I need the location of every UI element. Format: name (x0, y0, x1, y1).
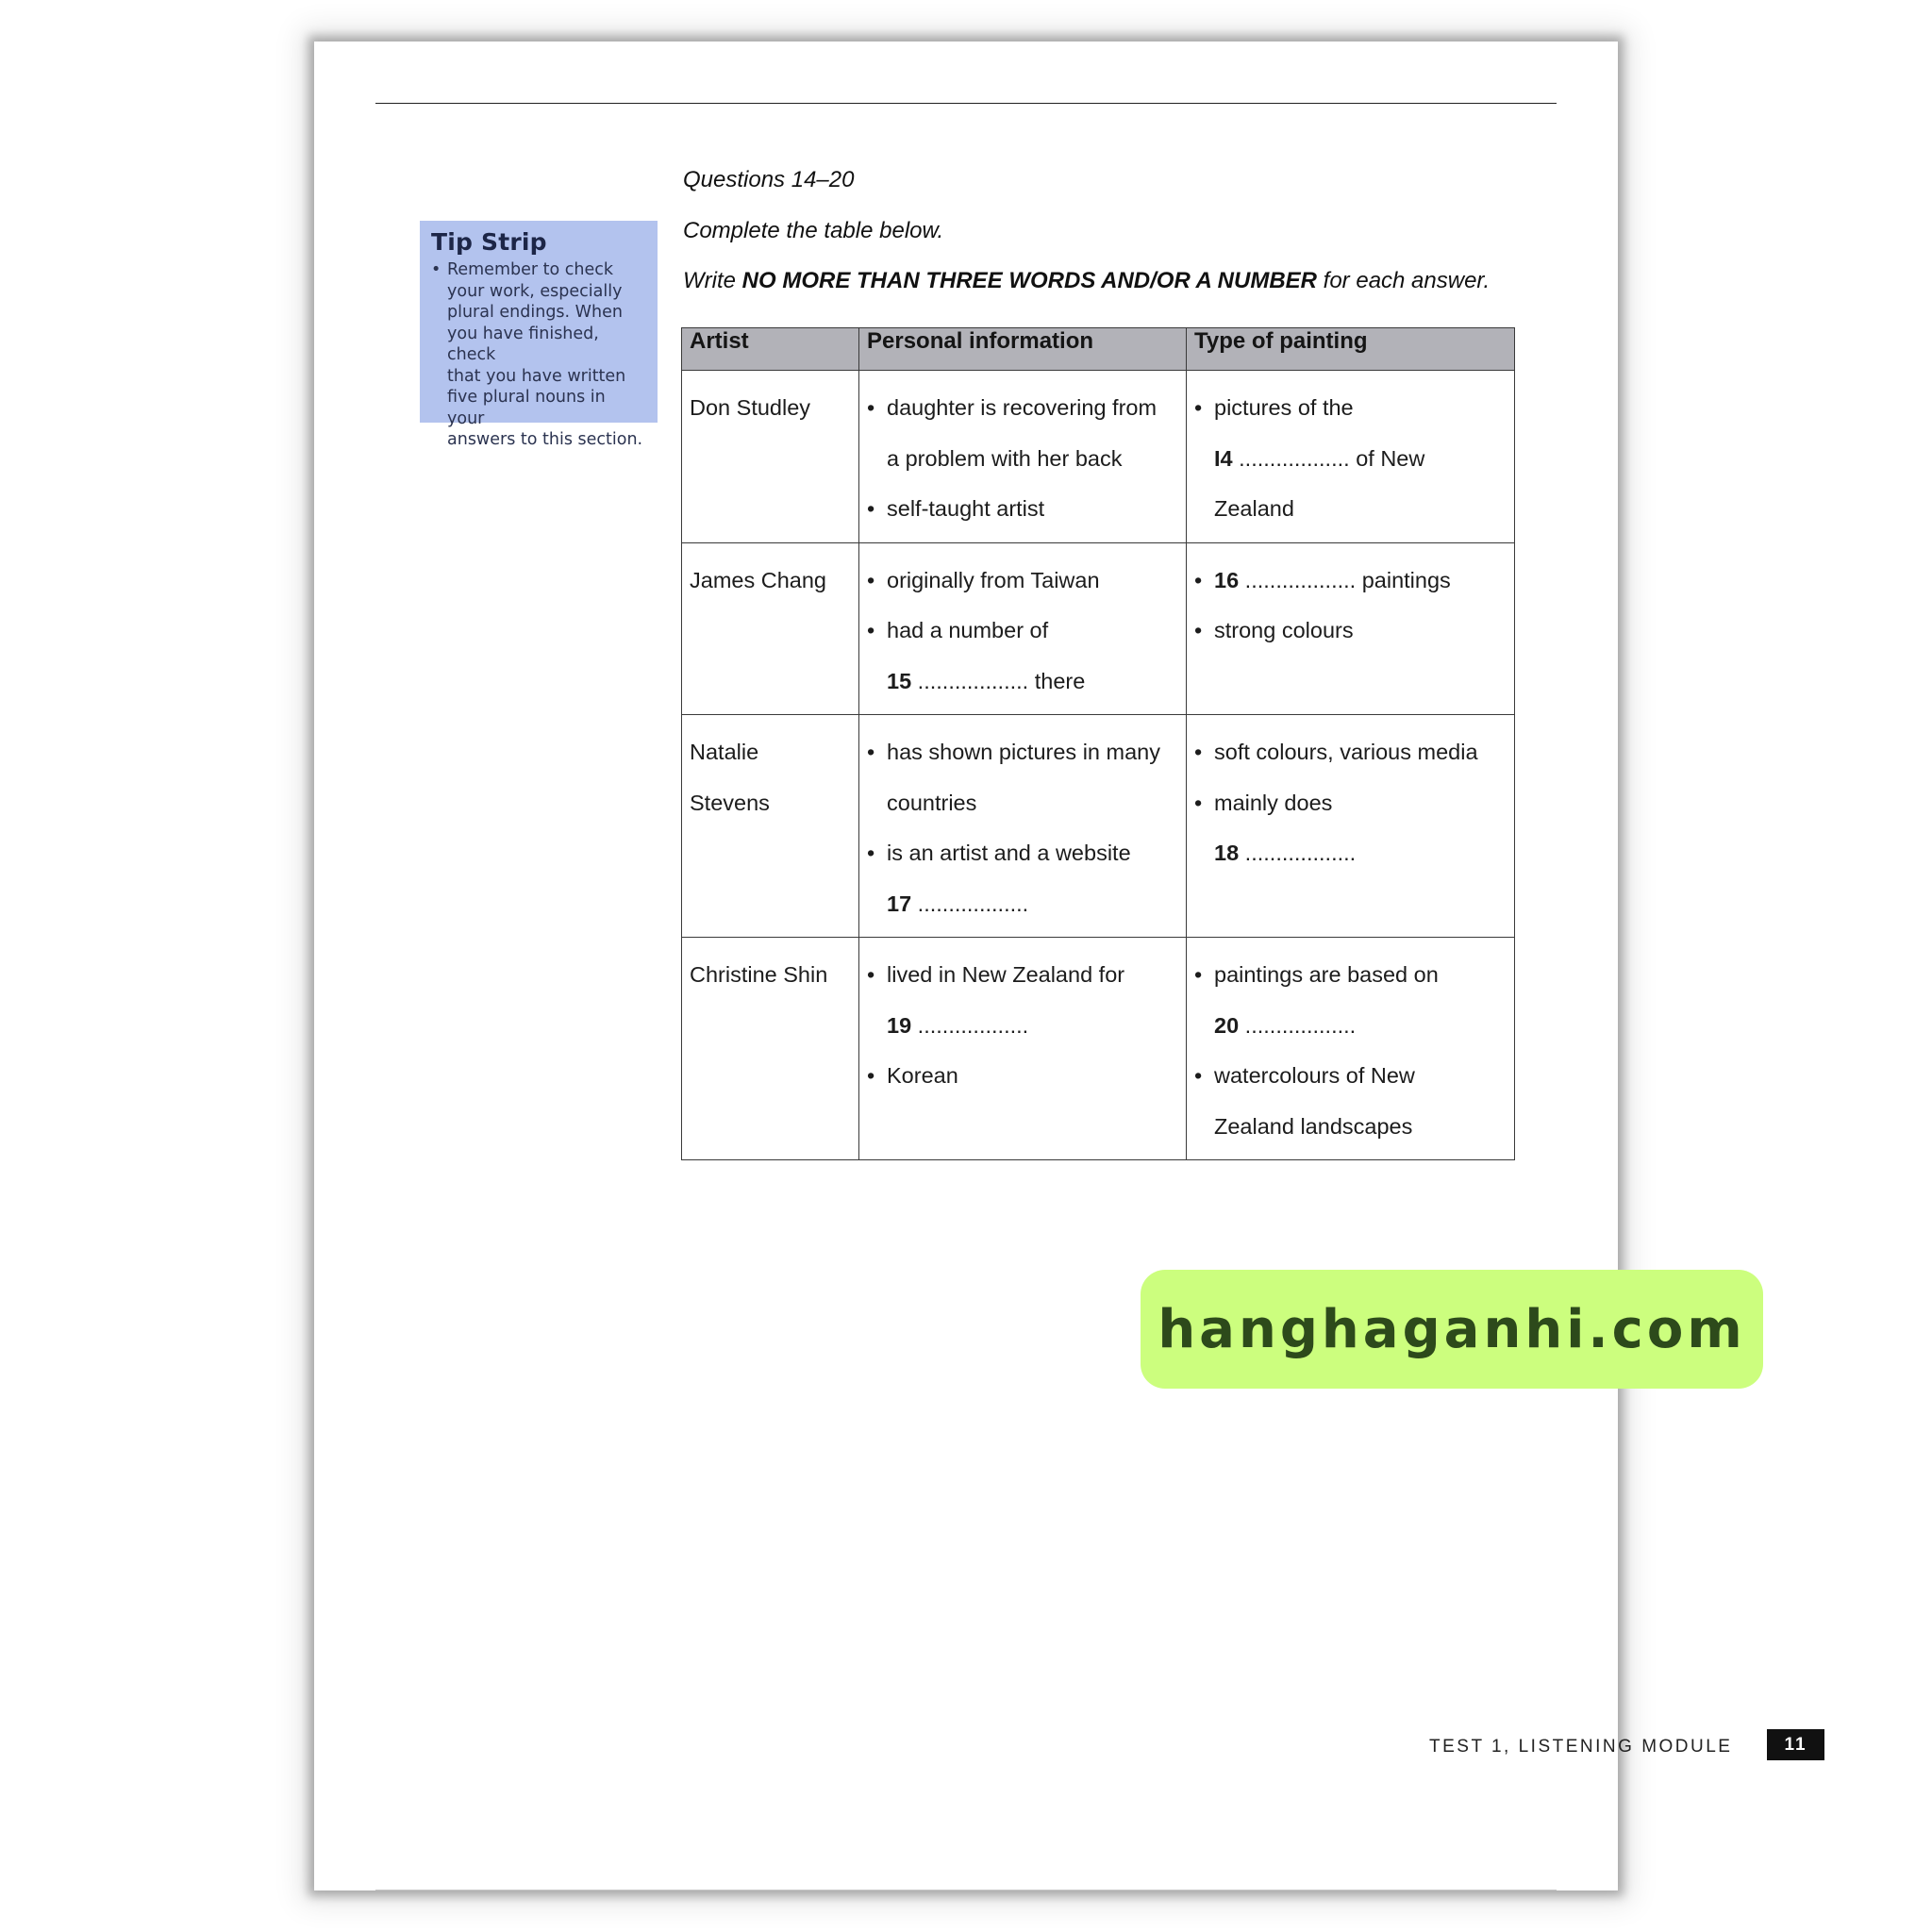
artist-name-line: Christine Shin (690, 962, 828, 987)
bullet-dot: • (1194, 1063, 1203, 1088)
bullet-line (887, 383, 1157, 434)
personal-info-cell (859, 371, 1187, 543)
question-number: 17 (887, 891, 912, 916)
tip-text (447, 259, 646, 451)
bullet-text (887, 556, 1100, 607)
personal-info-cell (859, 938, 1187, 1160)
bullet-dot: • (1194, 618, 1203, 642)
bullet-text (1214, 727, 1478, 778)
bullet-line (887, 606, 1085, 657)
bullet-line-text: had a number of (887, 618, 1049, 642)
bullet-item (1194, 606, 1507, 657)
table-header-row (682, 328, 1515, 371)
bullet-line-text: soft colours, various media (1214, 740, 1478, 764)
bullet-line (1214, 727, 1478, 778)
tip-line: five plural nouns in your (447, 388, 606, 428)
top-divider (375, 103, 1557, 104)
instruction-bold: NO MORE THAN THREE WORDS AND/OR A NUMBER (741, 268, 1317, 293)
bullet-text (887, 828, 1131, 929)
bullet-line-text: self-taught artist (887, 496, 1045, 521)
tip-line: Remember to check (447, 260, 613, 279)
painting-type-cell (1187, 542, 1515, 715)
bullet-line-text: originally from Taiwan (887, 567, 1100, 592)
tip-bullet: • (431, 260, 441, 279)
bullet-dot: • (867, 395, 875, 420)
bullet-text (887, 383, 1157, 484)
bullet-item (867, 556, 1178, 607)
watermark-badge: hanghaganhi.com (1141, 1270, 1763, 1389)
bullet-line (887, 727, 1160, 778)
bullet-item (1194, 1051, 1507, 1152)
instruction-pre: Write (683, 268, 742, 293)
bullet-item (867, 606, 1178, 707)
bullet-line-text: paintings are based on (1214, 962, 1439, 987)
bullet-text (887, 606, 1085, 707)
bullet-line (1214, 1001, 1439, 1052)
bullet-dot: • (867, 567, 875, 592)
bullet-text (887, 1051, 958, 1102)
tip-line: you have finished, check (447, 324, 599, 364)
tip-line: answers to this section. (447, 430, 643, 449)
bullet-item (867, 950, 1178, 1051)
artist-name-line: Natalie (690, 740, 759, 764)
bullet-line (887, 950, 1124, 1001)
bullet-dot: • (867, 496, 875, 521)
bullet-line (1214, 950, 1439, 1001)
bullet-line (887, 657, 1085, 708)
answer-blank: .................. (1239, 841, 1357, 865)
table-row (682, 938, 1515, 1160)
personal-info-cell (859, 542, 1187, 715)
bullet-item (1194, 727, 1507, 778)
bullet-line (887, 778, 1160, 829)
bullet-line (1214, 778, 1356, 829)
bullet-line (1214, 1102, 1415, 1153)
tip-strip-title: Tip Strip (431, 228, 547, 256)
bullet-line (887, 879, 1131, 930)
bullet-text (1214, 1051, 1415, 1152)
painting-type-cell (1187, 715, 1515, 938)
bullet-item (867, 383, 1178, 484)
bullet-line (1214, 484, 1424, 535)
bullet-item (1194, 556, 1507, 607)
artist-name-line: Don Studley (690, 395, 811, 420)
artist-name-line: James Chang (690, 567, 826, 592)
bullet-line-text: daughter is recovering from (887, 395, 1158, 420)
questions-heading: Questions 14–20 (683, 167, 855, 192)
bullet-dot: • (1194, 567, 1203, 592)
bullet-line-text: pictures of the (1214, 395, 1354, 420)
question-number: 20 (1214, 1012, 1240, 1038)
document-page (314, 42, 1807, 1890)
bullet-text (1214, 556, 1451, 607)
tip-line: your work, especially (447, 281, 623, 301)
tip-line: plural endings. When (447, 303, 623, 322)
bullet-line (1214, 383, 1424, 434)
bullet-dot: • (867, 740, 875, 764)
bullet-line (1214, 556, 1451, 607)
footer-label: TEST 1, LISTENING MODULE (1429, 1737, 1733, 1757)
bullet-line-text: Zealand (1214, 496, 1294, 521)
question-number: 15 (887, 668, 912, 693)
artist-cell (682, 715, 859, 938)
bullet-line (887, 828, 1131, 879)
tip-strip-body (431, 259, 646, 451)
bullet-line-text: Zealand landscapes (1214, 1113, 1413, 1139)
table-row (682, 715, 1515, 938)
bullet-line-text: countries (887, 790, 977, 815)
bullet-dot: • (1194, 395, 1203, 420)
artist-cell (682, 938, 859, 1160)
bullet-line-text: has shown pictures in many (887, 740, 1160, 764)
column-header-artist: Artist (682, 328, 859, 371)
bullet-line-text: Korean (887, 1063, 958, 1088)
instruction-complete: Complete the table below. (683, 218, 944, 243)
question-number: 18 (1214, 841, 1240, 865)
painting-type-cell (1187, 938, 1515, 1160)
answer-blank: .................. there (911, 668, 1086, 693)
bullet-dot: • (867, 962, 875, 987)
bullet-line-text: watercolours of New (1214, 1063, 1415, 1088)
bullet-text (1214, 778, 1356, 879)
page-number: 11 (1767, 1729, 1824, 1760)
answer-blank: .................. paintings (1239, 567, 1451, 592)
bullet-line (1214, 828, 1356, 879)
bullet-text (1214, 950, 1439, 1051)
bullet-line (887, 434, 1157, 485)
answer-blank: .................. (1239, 1012, 1357, 1038)
answer-blank: .................. of New (1232, 445, 1425, 471)
table-row (682, 371, 1515, 543)
artist-name-line: Stevens (690, 790, 770, 815)
bullet-line-text: lived in New Zealand for (887, 962, 1125, 987)
bullet-line (1214, 606, 1354, 657)
bullet-item (867, 828, 1178, 929)
bullet-dot: • (1194, 790, 1203, 815)
bullet-text (1214, 383, 1424, 535)
bullet-line (887, 1051, 958, 1102)
bullet-line (1214, 1051, 1415, 1102)
bullet-line-text: a problem with her back (887, 445, 1123, 471)
bullet-item (867, 1051, 1178, 1102)
bullet-dot: • (1194, 962, 1203, 987)
column-header-personal-information: Personal information (859, 328, 1187, 371)
bullet-item (1194, 950, 1507, 1051)
bullet-line (1214, 434, 1424, 485)
column-header-type-of-painting: Type of painting (1187, 328, 1515, 371)
table-row (682, 542, 1515, 715)
bullet-item (867, 727, 1178, 828)
tip-strip-box (420, 221, 658, 449)
bullet-line (887, 556, 1100, 607)
bullet-text (1214, 606, 1354, 657)
answer-blank: .................. (911, 1012, 1029, 1038)
question-number: 19 (887, 1012, 912, 1038)
bullet-dot: • (867, 841, 875, 865)
bullet-dot: • (867, 618, 875, 642)
bullet-item (1194, 383, 1507, 535)
tip-line: that you have written (447, 366, 626, 386)
artists-table (681, 327, 1515, 1160)
bullet-text (887, 950, 1124, 1051)
instruction-word-limit (683, 268, 1490, 294)
bullet-line (887, 1001, 1124, 1052)
question-number: 16 (1214, 567, 1240, 592)
bullet-line-text: strong colours (1214, 618, 1354, 642)
bullet-line (887, 484, 1044, 535)
answer-blank: .................. (911, 891, 1029, 916)
bullet-item (867, 484, 1178, 535)
bullet-line-text: mainly does (1214, 790, 1333, 815)
bullet-text (887, 727, 1160, 828)
instruction-post: for each answer. (1317, 268, 1491, 293)
bullet-item (1194, 778, 1507, 879)
bullet-line-text: is an artist and a website (887, 841, 1131, 865)
painting-type-cell (1187, 371, 1515, 543)
bullet-dot: • (1194, 740, 1203, 764)
personal-info-cell (859, 715, 1187, 938)
question-number: I4 (1214, 445, 1233, 471)
bullet-text (887, 484, 1044, 535)
artist-cell (682, 371, 859, 543)
bullet-dot: • (867, 1063, 875, 1088)
artist-cell (682, 542, 859, 715)
